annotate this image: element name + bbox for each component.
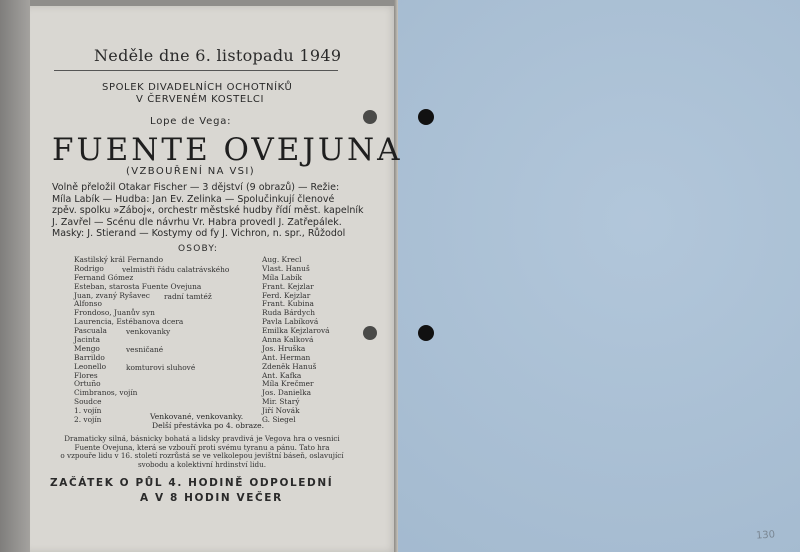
cast-row: [74, 372, 364, 381]
binding-edge: [0, 0, 30, 552]
credits-line: J. Zavřel — Scénu dle návrhu Vr. Habra provedl J. Zatřepálek.: [52, 216, 342, 228]
cast-heading: OSOBY:: [178, 244, 219, 254]
organization-location: V ČERVENÉM KOSTELCI: [136, 94, 265, 105]
cast-role: Soudce: [74, 397, 102, 407]
organization-name: SPOLEK DIVADELNÍCH OCHOTNÍKŮ: [102, 82, 293, 93]
cast-role: Rodrigo: [74, 263, 104, 273]
cast-actor: Emilka Kejzlarová: [262, 326, 330, 336]
cast-actor: Ant. Kafka: [262, 370, 302, 380]
cast-group-label: velmistři řádu calatrávského: [122, 265, 230, 274]
cast-role: Jacinta: [74, 335, 101, 345]
cast-row: [74, 256, 364, 265]
play-title: FUENTE OVEJUNA: [52, 132, 403, 168]
cast-role: Laurencia, Estébanova dcera: [74, 317, 184, 327]
cast-actor: Míla Labík: [262, 272, 302, 282]
play-subtitle: (VZBOUŘENÍ NA VSI): [126, 166, 256, 177]
cast-role: 1. vojín: [74, 406, 102, 416]
cast-actor: Jiří Novák: [262, 406, 300, 416]
punch-hole-icon: [418, 109, 434, 125]
description-line: svobodu a kolektivní hrdinství lidu.: [137, 460, 267, 470]
credits: [52, 182, 364, 240]
cast-actor: Ruda Bárdych: [262, 308, 315, 318]
cast-group-label: radní tamtéž: [164, 292, 212, 301]
cast-actor: Pavla Labíková: [262, 317, 319, 327]
punch-hole-icon: [363, 326, 377, 340]
credits-line: Masky: J. Stierand — Kostymy od fy J. Vichron, n. spr., Růžodol: [52, 228, 346, 239]
cast-actor: Míla Krečmer: [262, 379, 314, 389]
cast-role: Fernand Gómez: [74, 272, 134, 282]
cast-actor: Mir. Starý: [262, 397, 300, 407]
cast-group-label: vesničané: [126, 345, 164, 354]
cast-role: Barrildo: [74, 352, 105, 362]
cast-group-label: komturovi sluhové: [126, 363, 196, 372]
cast-actor: Vlast. Hanuš: [262, 263, 310, 273]
cast-actor: G. Siegel: [262, 415, 296, 425]
cast-actor: Frant. Kejzlar: [262, 281, 314, 291]
cast-role: Frondoso, Juanův syn: [74, 308, 155, 318]
pencil-page-number: 130: [755, 529, 776, 542]
cast-actor: Frant. Kubina: [262, 299, 314, 309]
cast-role: Ortuño: [74, 379, 101, 389]
blank-blue-page: [398, 0, 800, 552]
credits-line: Míla Labík — Hudba: Jan Ev. Zelinka — Spolučinkují členové: [52, 193, 335, 205]
punch-hole-icon: [418, 325, 434, 341]
cast-role: Cimbranos, vojín: [74, 388, 138, 398]
cast-role: Juan, zvaný Ryšavec: [74, 290, 150, 300]
cast-actor: Ant. Herman: [262, 352, 311, 362]
cast-role: Pascuala: [74, 326, 107, 336]
cast-row: [74, 292, 364, 301]
cast-row: [74, 327, 364, 336]
cast-role: Alfonso: [74, 299, 102, 309]
cast-actor: Anna Kalková: [262, 335, 314, 345]
start-time: ZAČÁTEK O PŮL 4. HODINĚ ODPOLEDNÍ: [50, 477, 334, 489]
cast-row: [74, 398, 364, 407]
cast-actor: Jos. Danielka: [262, 388, 311, 398]
description-line: Fuente Ovejuna, která se vzbouří proti svému tyranu a pánu. Tato hra: [74, 442, 330, 452]
cast-role: Mengo: [74, 343, 100, 353]
divider: [54, 70, 338, 71]
cast-row: [74, 363, 364, 372]
description-line: o vzpouře lidu v 16. století rozrůstá se ve velkolepou jevištní báseň, oslavující: [60, 451, 344, 461]
cast-role: Flores: [74, 370, 98, 380]
cast-actor: Jos. Hruška: [262, 343, 306, 353]
cast-list: [74, 256, 364, 425]
cast-role: Leonello: [74, 361, 107, 371]
performance-date: Neděle dne 6. listopadu 1949: [94, 46, 342, 65]
intermission-note: Delší přestávka po 4. obraze.: [152, 421, 265, 430]
cast-actor: Aug. Krecl: [262, 255, 302, 264]
cast-group-label: venkovanky: [126, 327, 171, 336]
cast-row: [74, 345, 364, 354]
play-description: [52, 435, 352, 470]
credits-line: zpěv. spolku »Záboj«, orchestr městské hudby řídí měst. kapelník: [52, 205, 364, 216]
cast-actor: Ferd. Kejzlar: [262, 290, 311, 300]
cast-actor: Zdeněk Hanuš: [262, 361, 317, 371]
cast-note-extras: Venkované, venkovanky.: [150, 412, 244, 421]
author: Lope de Vega:: [150, 116, 232, 127]
description-line: Dramaticky silná, básnicky bohatá a lidsky pravdivá je Vegova hra o vesnici: [64, 434, 340, 443]
cast-row: [74, 336, 364, 345]
cast-role: Esteban, starosta Fuente Ovejuna: [74, 281, 202, 291]
start-time-evening: A V 8 HODIN VEČER: [140, 492, 283, 504]
cast-role: Kastilský král Fernando: [74, 255, 164, 264]
punch-hole-icon: [363, 110, 377, 124]
credits-line: Volně přeložil Otakar Fischer — 3 dějství (9 obrazů) — Režie:: [52, 182, 340, 193]
cast-row: [74, 354, 364, 363]
cast-row: [74, 389, 364, 398]
cast-role: 2. vojín: [74, 415, 102, 425]
